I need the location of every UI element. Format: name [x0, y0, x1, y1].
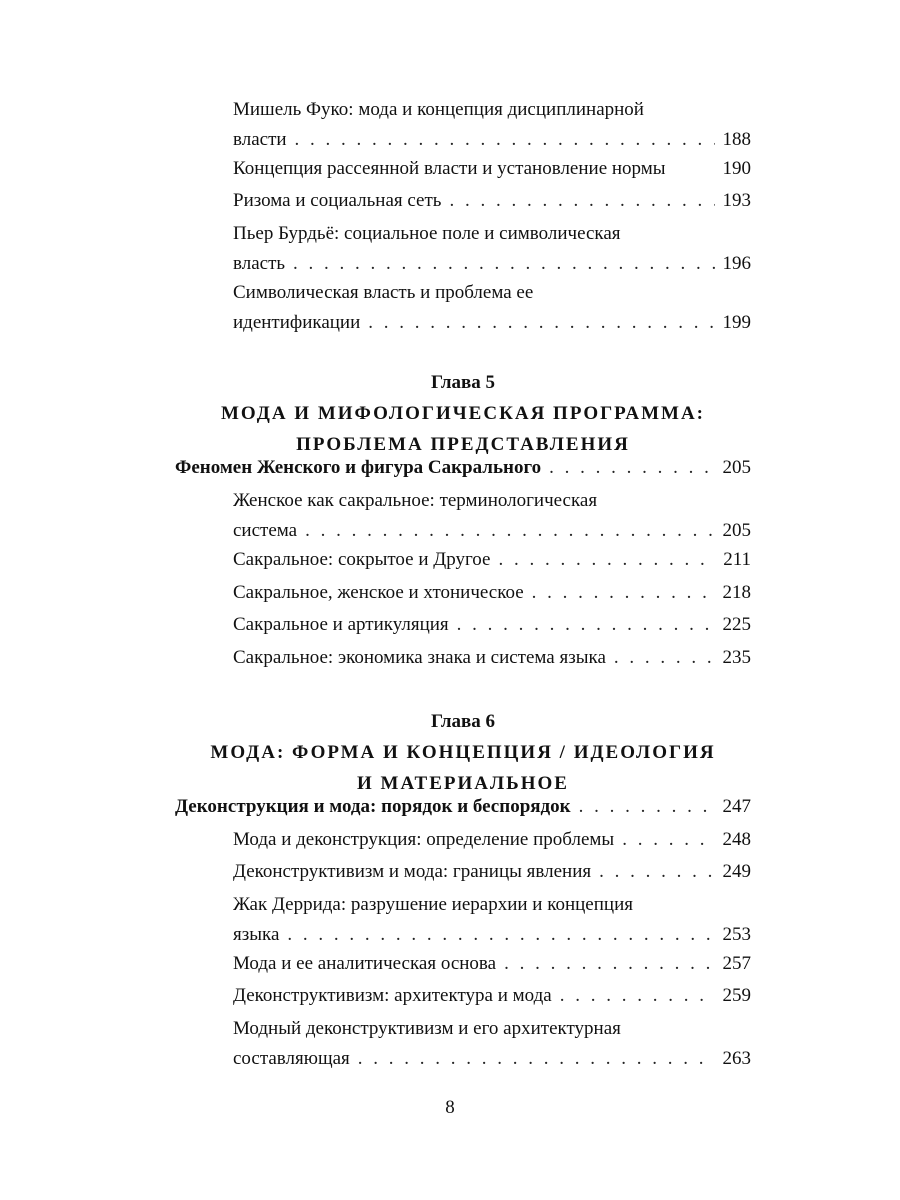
- page-number: 8: [445, 1097, 455, 1118]
- dot-leader: [532, 578, 715, 608]
- toc-entry: [233, 278, 751, 338]
- chapter-title: МОДА: ФОРМА И КОНЦЕПЦИЯ / ИДЕОЛОГИЯ: [210, 742, 716, 763]
- toc-main-entry: [175, 453, 751, 483]
- toc-entry: [233, 545, 751, 575]
- toc-entry: [233, 1014, 751, 1074]
- toc-entry-title-line: Мишель Фуко: мода и концепция дисциплинарной: [233, 99, 644, 120]
- toc-main-entry: [175, 792, 751, 822]
- toc-entry-title-line: Жак Деррида: разрушение иерархии и концепция: [233, 894, 633, 915]
- toc-page-number: 199: [722, 312, 751, 333]
- dot-leader: [287, 920, 715, 950]
- dot-leader: [457, 610, 715, 640]
- toc-entry-title: Деконструкция и мода: порядок и беспорядок: [175, 796, 571, 817]
- dot-leader: [560, 981, 715, 1011]
- toc-entry: [233, 219, 751, 279]
- toc-entry: [233, 643, 751, 673]
- chapter-heading: [175, 367, 751, 460]
- toc-entry-title: Феномен Женского и фигура Сакрального: [175, 457, 542, 478]
- chapter-label: Глава 5: [430, 372, 496, 393]
- toc-entry-title: языка: [233, 924, 280, 945]
- toc-entry: [233, 981, 751, 1011]
- dot-leader: [504, 949, 715, 979]
- toc-entry-title: Деконструктивизм и мода: границы явления: [233, 861, 592, 882]
- toc-page-number: 193: [722, 190, 751, 211]
- toc-page-number: 196: [722, 253, 751, 274]
- dot-leader: [549, 453, 715, 483]
- toc-entry-title-line: Женское как сакральное: терминологическая: [233, 490, 598, 511]
- toc-entry-title: Концепция рассеянной власти и установление нормы: [233, 158, 666, 179]
- dot-leader: [368, 308, 715, 338]
- dot-leader: [293, 249, 715, 279]
- toc-page-number: 259: [722, 985, 751, 1006]
- dot-leader: [498, 545, 715, 575]
- toc-entry-title: власти: [233, 129, 287, 150]
- toc-page-number: 257: [722, 953, 751, 974]
- toc-entry: [233, 949, 751, 979]
- toc-entry: [233, 578, 751, 608]
- toc-entry: [233, 186, 751, 216]
- toc-entry-title: Сакральное: экономика знака и система языка: [233, 647, 606, 668]
- toc-page-number: 248: [722, 829, 751, 850]
- toc-entry-title-line: Модный деконструктивизм и его архитектурная: [233, 1018, 621, 1039]
- toc-entry: [233, 825, 751, 855]
- dot-leader: [599, 857, 715, 887]
- toc-page-number: 205: [722, 457, 751, 478]
- toc-entry-title: система: [233, 520, 298, 541]
- toc-page-number: 263: [722, 1048, 751, 1069]
- chapter-heading: [175, 706, 751, 799]
- toc-entry-title: Мода и ее аналитическая основа: [233, 953, 497, 974]
- toc-entry: [233, 154, 751, 184]
- toc-page-number: 253: [722, 924, 751, 945]
- toc-page-number: 205: [722, 520, 751, 541]
- toc-entry: [233, 610, 751, 640]
- toc-entry-title: Сакральное: сокрытое и Другое: [233, 549, 491, 570]
- toc-entry-title: идентификации: [233, 312, 361, 333]
- chapter-title: МОДА И МИФОЛОГИЧЕСКАЯ ПРОГРАММА:: [221, 403, 705, 424]
- toc-entry-title: Мода и деконструкция: определение проблемы: [233, 829, 615, 850]
- toc-entry-title: Деконструктивизм: архитектура и мода: [233, 985, 552, 1006]
- toc-page-number: 225: [722, 614, 751, 635]
- toc-page-number: 211: [723, 549, 751, 570]
- toc-entry: [233, 95, 751, 155]
- dot-leader: [622, 825, 715, 855]
- toc-entry-title: Сакральное, женское и хтоническое: [233, 582, 524, 603]
- toc-page-number: 190: [722, 158, 751, 179]
- toc-page-number: 247: [722, 796, 751, 817]
- dot-leader: [295, 125, 715, 155]
- dot-leader: [305, 516, 715, 546]
- toc-entry-title-line: Символическая власть и проблема ее: [233, 282, 534, 303]
- toc-entry-title: Сакральное и артикуляция: [233, 614, 449, 635]
- toc-entry: [233, 857, 751, 887]
- toc-entry: [233, 890, 751, 950]
- chapter-title: И МАТЕРИАЛЬНОЕ: [357, 773, 569, 794]
- toc-page-number: 188: [722, 129, 751, 150]
- toc-entry-title-line: Пьер Бурдьё: социальное поле и символическая: [233, 223, 621, 244]
- chapter-label: Глава 6: [430, 711, 496, 732]
- toc-entry-title: составляющая: [233, 1048, 350, 1069]
- dot-leader: [579, 792, 715, 822]
- toc-page-number: 235: [722, 647, 751, 668]
- toc-entry-title: Ризома и социальная сеть: [233, 190, 442, 211]
- dot-leader: [358, 1044, 715, 1074]
- toc-entry-title: власть: [233, 253, 286, 274]
- toc-entry: [233, 486, 751, 546]
- toc-page-number: 218: [722, 582, 751, 603]
- dot-leader: [449, 186, 715, 216]
- dot-leader: [614, 643, 715, 673]
- toc-page-number: 249: [722, 861, 751, 882]
- chapter-title: ПРОБЛЕМА ПРЕДСТАВЛЕНИЯ: [296, 434, 630, 455]
